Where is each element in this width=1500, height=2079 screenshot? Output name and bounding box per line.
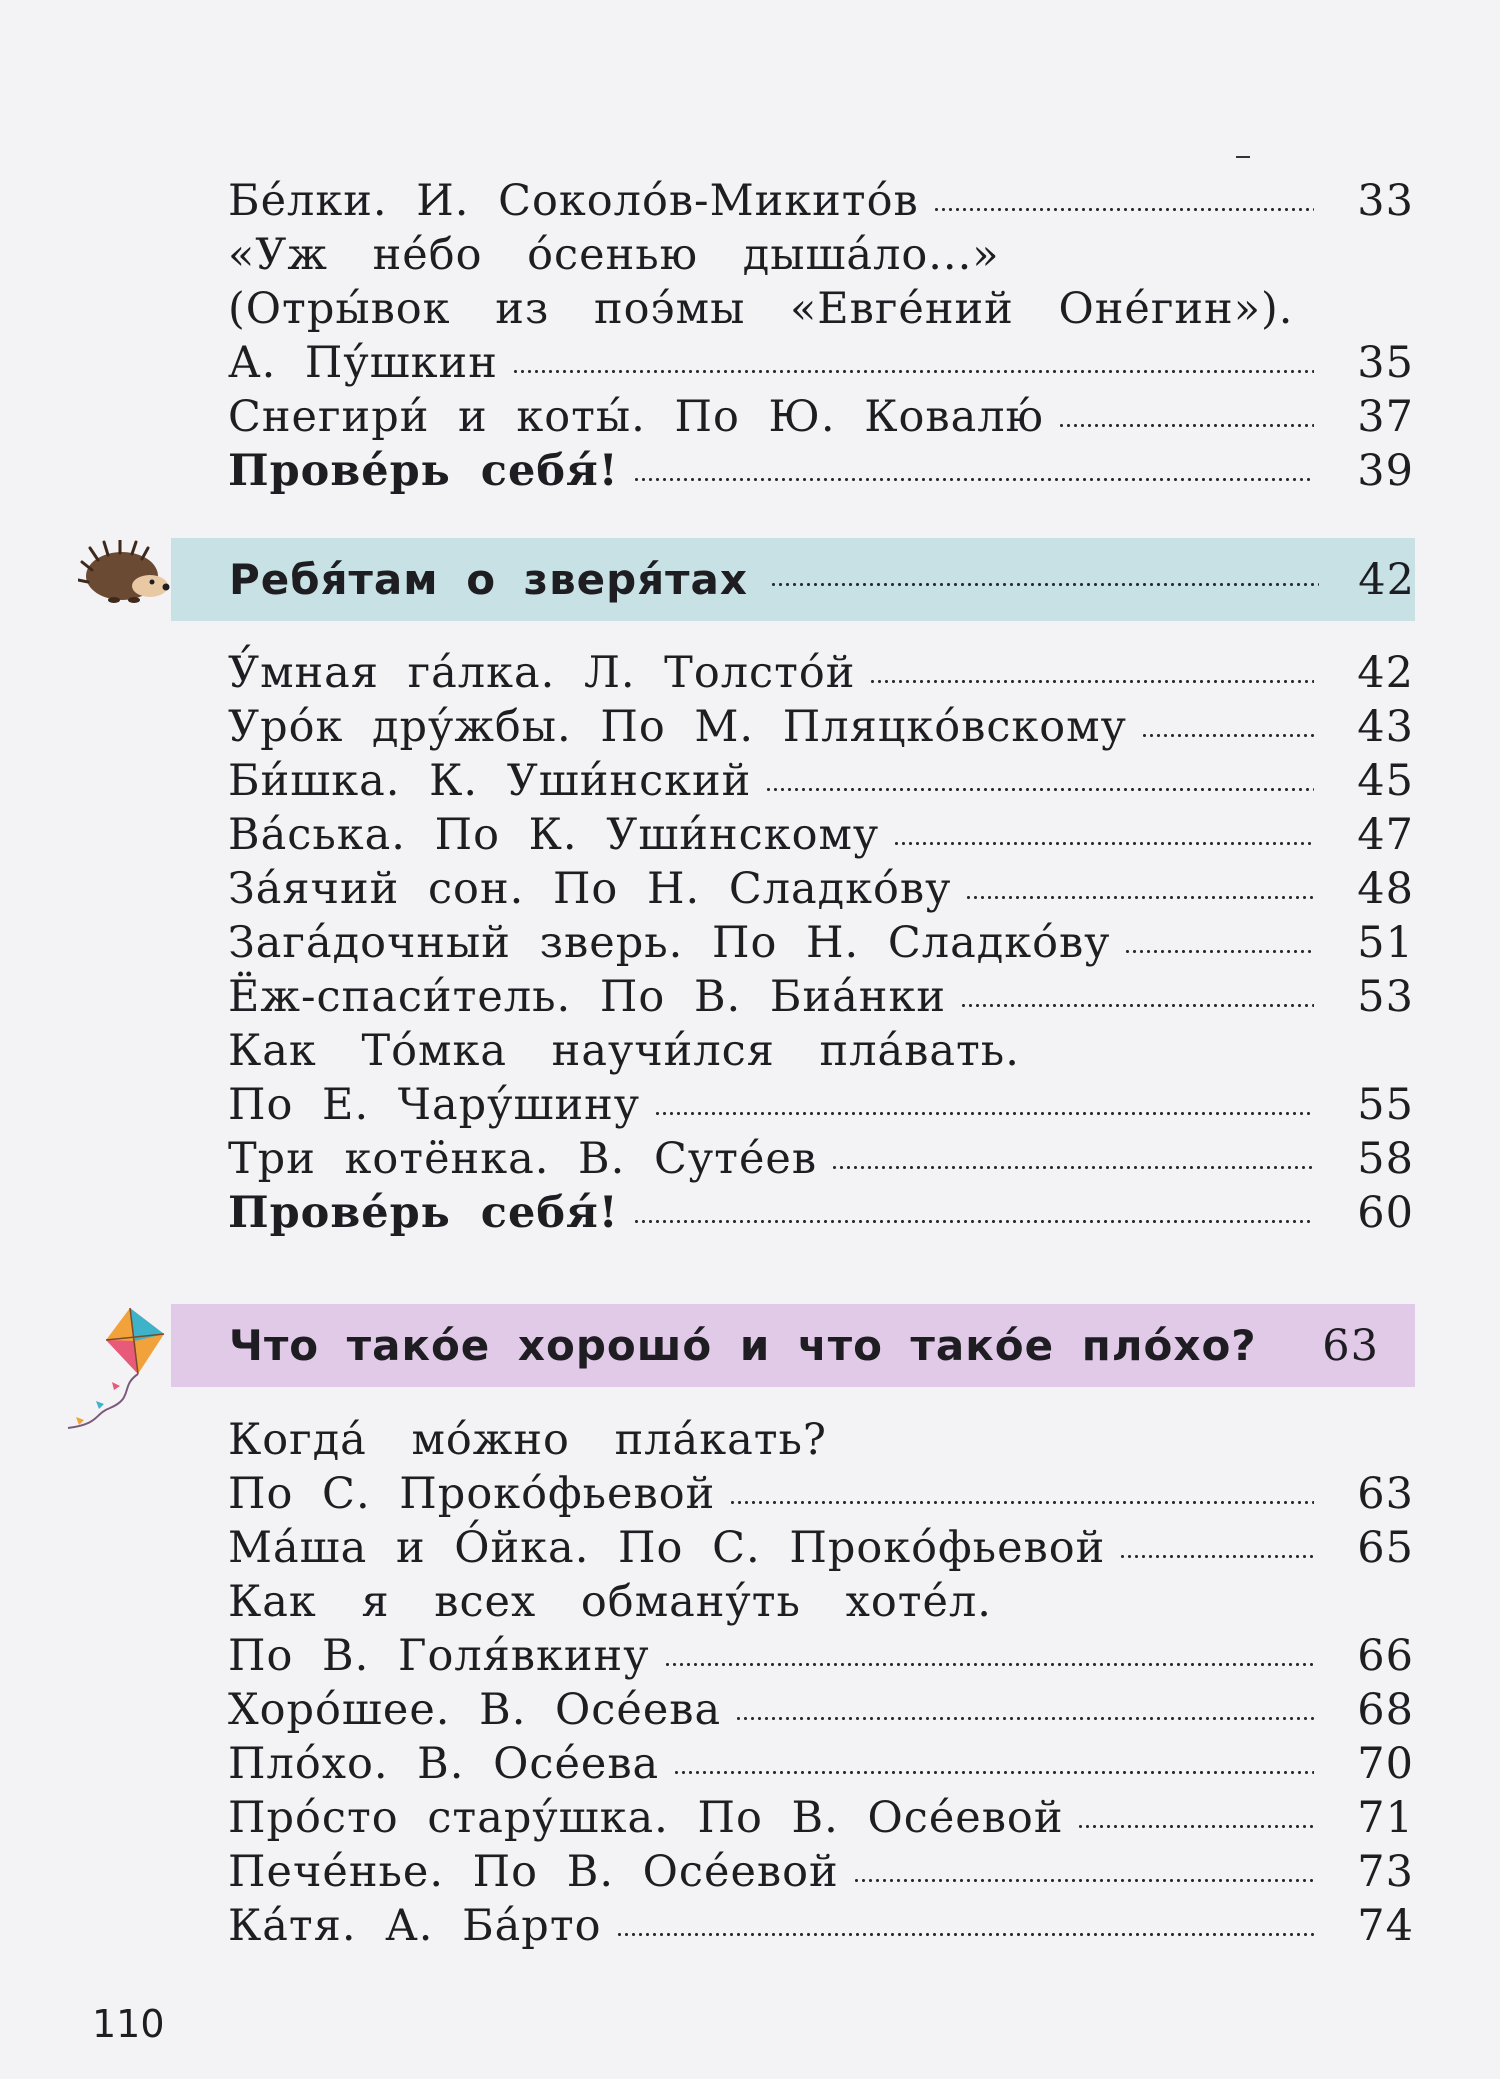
leader-dots xyxy=(735,1713,1314,1724)
toc-entry-page: 35 xyxy=(1357,338,1414,388)
toc-entry xyxy=(228,228,1414,282)
toc-entry-page: 74 xyxy=(1357,1901,1414,1951)
toc-entry xyxy=(228,1899,1414,1953)
leader-dots xyxy=(664,1659,1315,1670)
toc-entry-title: Ка́тя. А. Ба́рто xyxy=(228,1901,602,1951)
toc-entry-page: 55 xyxy=(1357,1080,1414,1130)
toc-entry xyxy=(228,1737,1414,1791)
toc-entry xyxy=(228,1791,1414,1845)
kite-icon xyxy=(60,1304,170,1434)
toc-entry-title: Уро́к дру́жбы. По М. Пляцко́вскому xyxy=(228,702,1127,752)
leader-dots xyxy=(960,1000,1314,1011)
toc-entry xyxy=(228,700,1414,754)
toc-entry-page: 37 xyxy=(1357,392,1414,442)
toc-entry-page: 33 xyxy=(1357,176,1414,226)
toc-entry-page: 42 xyxy=(1357,648,1414,698)
toc-entry xyxy=(228,808,1414,862)
toc-entry-title: Про́сто стару́шка. По В. Осе́евой xyxy=(228,1793,1064,1843)
leader-dots xyxy=(512,366,1314,377)
toc-entry-title: За́ячий сон. По Н. Сладко́ву xyxy=(228,864,952,914)
toc-entry-page: 47 xyxy=(1357,810,1414,860)
toc-entry xyxy=(228,1078,1414,1132)
leader-dots xyxy=(831,1162,1314,1173)
toc-entry-page: 45 xyxy=(1357,756,1414,806)
toc-entry-title: Снегири́ и коты́. По Ю. Ковалю́ xyxy=(228,392,1044,442)
leader-dots xyxy=(1119,1551,1314,1562)
toc-entry-title: Пло́хо. В. Осе́ева xyxy=(228,1739,660,1789)
toc-entry xyxy=(228,754,1414,808)
leader-dots xyxy=(616,1929,1314,1940)
toc-entry-title: По С. Проко́фьевой xyxy=(228,1469,716,1519)
toc-entry xyxy=(228,444,1414,498)
toc-entry-title: По Е. Чару́шину xyxy=(228,1080,641,1130)
toc-entry-title: Бе́лки. И. Соколо́в-Микито́в xyxy=(228,176,919,226)
page-ref: 63 xyxy=(1322,1320,1379,1371)
toc-entry-page: 65 xyxy=(1357,1523,1414,1573)
decorative-dash xyxy=(1236,156,1250,158)
toc-entry-page: 39 xyxy=(1357,446,1414,496)
toc-entry-page: 73 xyxy=(1357,1847,1414,1897)
section-banner-good-bad xyxy=(171,1304,1415,1387)
toc-entry xyxy=(228,1629,1414,1683)
toc-entry-page: 63 xyxy=(1357,1469,1414,1519)
toc-entry-page: 48 xyxy=(1357,864,1414,914)
toc-entry-title: Как я всех обману́ть хоте́л. xyxy=(228,1577,992,1627)
leader-dots xyxy=(1141,730,1314,741)
toc-entry-title: Три котёнка. В. Суте́ев xyxy=(228,1134,818,1184)
toc-entry xyxy=(228,1467,1414,1521)
toc-entry xyxy=(228,390,1414,444)
toc-entry-title: Пече́нье. По В. Осе́евой xyxy=(228,1847,839,1897)
section-banner-animals xyxy=(171,538,1415,621)
toc-entry-title: Би́шка. К. Уши́нский xyxy=(228,756,752,806)
toc-entry-title: У́мная га́лка. Л. Толсто́й xyxy=(228,648,856,698)
toc-entry xyxy=(228,1132,1414,1186)
toc-entry xyxy=(228,1575,1414,1629)
toc-entry-title: Хоро́шее. В. Осе́ева xyxy=(228,1685,722,1735)
toc-entry xyxy=(228,1845,1414,1899)
toc-entry xyxy=(228,970,1414,1024)
toc-entry-title: «Уж не́бо о́сенью дыша́ло...» xyxy=(228,230,1000,280)
toc-entry-title: Прове́рь себя́! xyxy=(228,446,619,496)
section-heading: Ребя́там о зверя́тах xyxy=(229,555,748,604)
toc-entry-title: (Отры́вок из поэ́мы «Евге́ний Оне́гин»). xyxy=(228,284,1294,334)
toc-entry-page: 60 xyxy=(1357,1188,1414,1238)
leader-dots xyxy=(633,474,1314,485)
toc-entry-page: 51 xyxy=(1357,918,1414,968)
toc-entry xyxy=(228,646,1414,700)
leader-dots xyxy=(853,1875,1314,1886)
leader-dots xyxy=(893,838,1314,849)
toc-entry-page: 70 xyxy=(1357,1739,1414,1789)
leader-dots xyxy=(869,676,1314,687)
toc-entry-title: А. Пу́шкин xyxy=(228,338,498,388)
section-heading: Что тако́е хорошо́ и что тако́е пло́хо? xyxy=(229,1321,1257,1370)
page-number: 110 xyxy=(92,2002,165,2046)
toc-entry xyxy=(228,1683,1414,1737)
toc-entry xyxy=(228,282,1414,336)
toc-entry-page: 68 xyxy=(1357,1685,1414,1735)
toc-entry xyxy=(228,336,1414,390)
toc-entry xyxy=(228,862,1414,916)
toc-entry xyxy=(228,174,1414,228)
toc-entry-title: Ма́ша и О́йка. По С. Проко́фьевой xyxy=(228,1523,1106,1573)
toc-entry xyxy=(228,1186,1414,1240)
leader-dots xyxy=(933,204,1314,215)
toc-entry xyxy=(228,1521,1414,1575)
toc-entry-page: 43 xyxy=(1357,702,1414,752)
toc-entry-page: 71 xyxy=(1357,1793,1414,1843)
leader-dots xyxy=(965,892,1314,903)
toc-entry-title: По В. Голя́вкину xyxy=(228,1631,650,1681)
toc-entry-page: 66 xyxy=(1357,1631,1414,1681)
leader-dots xyxy=(765,784,1314,795)
toc-entry-title: Ва́ська. По К. Уши́нскому xyxy=(228,810,880,860)
leader-dots xyxy=(654,1108,1314,1119)
toc-entry xyxy=(228,1024,1414,1078)
leader-dots xyxy=(633,1216,1314,1227)
toc-entry-page: 53 xyxy=(1357,972,1414,1022)
toc-entry-title: Ёж-спаси́тель. По В. Биа́нки xyxy=(228,972,946,1022)
leader-dots xyxy=(673,1767,1314,1778)
hedgehog-icon xyxy=(78,540,170,606)
toc-entry-title: Прове́рь себя́! xyxy=(228,1188,619,1238)
toc-entry-title: Зага́дочный зверь. По Н. Сладко́ву xyxy=(228,918,1111,968)
toc-entry xyxy=(228,1413,1414,1467)
leader-dots xyxy=(1058,420,1314,431)
toc-entry-title: Когда́ мо́жно пла́кать? xyxy=(228,1415,827,1465)
page-ref: 42 xyxy=(1358,554,1415,605)
leader-dots xyxy=(1077,1821,1314,1832)
toc-entry-page: 58 xyxy=(1357,1134,1414,1184)
leader-dots xyxy=(1124,946,1314,957)
leader-dots xyxy=(729,1497,1314,1508)
toc-entry xyxy=(228,916,1414,970)
leader-dots xyxy=(770,581,1319,592)
toc-entry-title: Как То́мка научи́лся пла́вать. xyxy=(228,1026,1020,1076)
